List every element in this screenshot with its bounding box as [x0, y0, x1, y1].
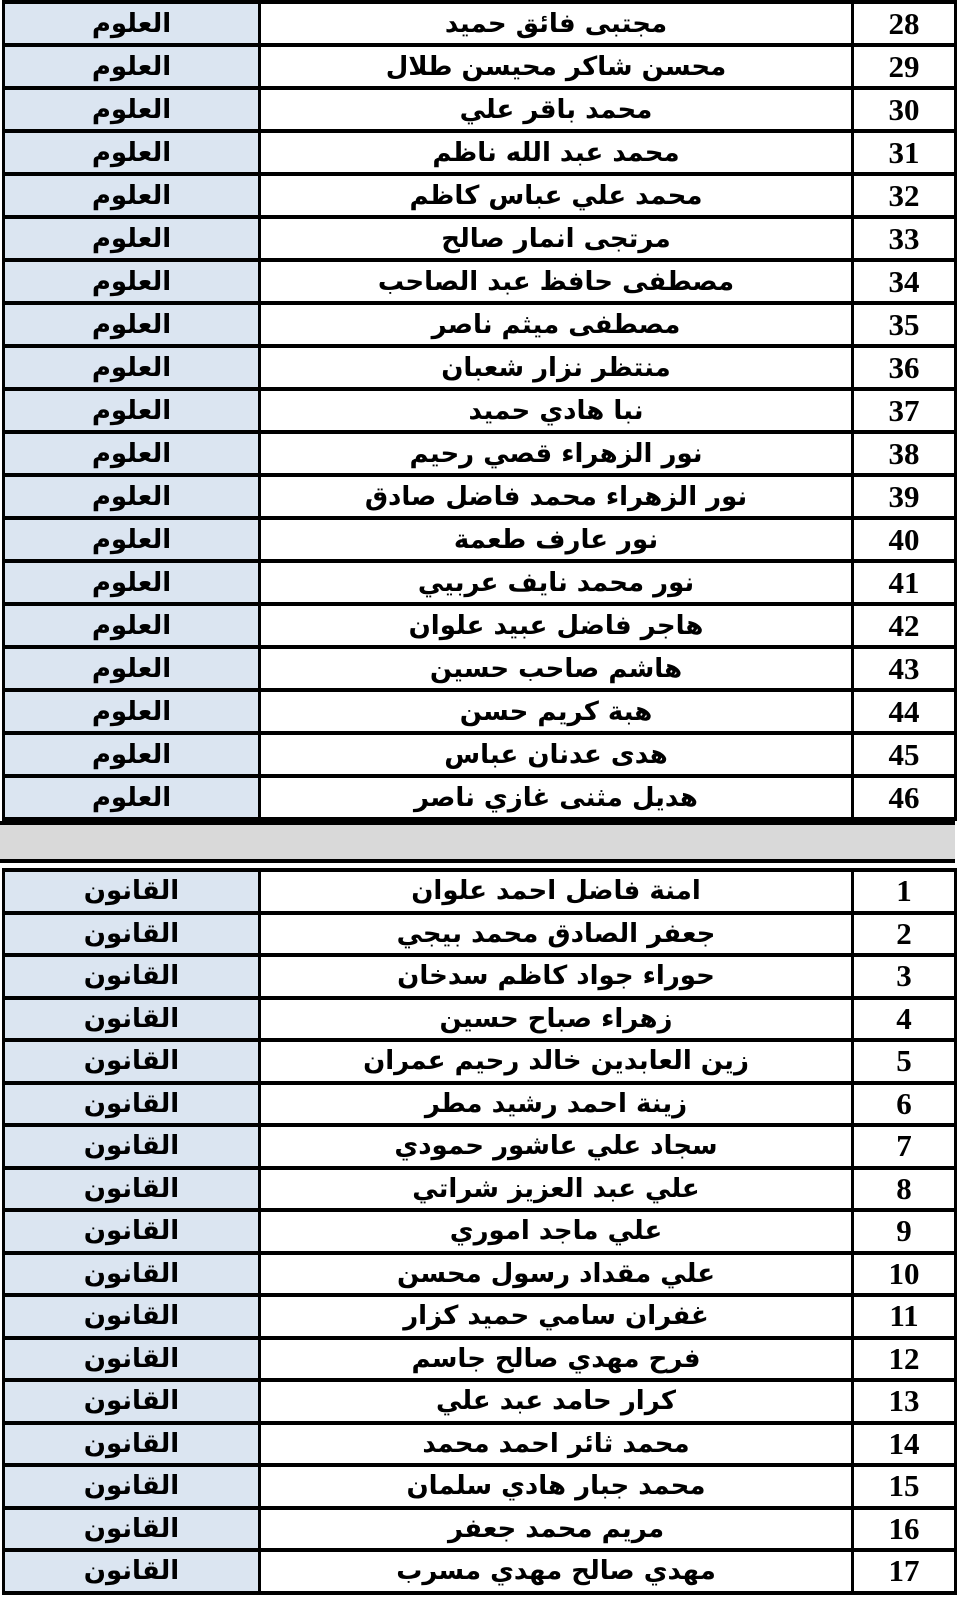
- table-row: [4, 260, 956, 303]
- row-number: 8: [853, 1168, 956, 1211]
- row-number: 30: [853, 88, 956, 131]
- department-cell: القانون: [4, 1423, 260, 1466]
- student-name: محمد ثائر احمد محمد: [260, 1423, 853, 1466]
- department-cell: القانون: [4, 1380, 260, 1423]
- student-name: زينة احمد رشيد مطر: [260, 1083, 853, 1126]
- department-cell: العلوم: [4, 475, 260, 518]
- student-name: فرح مهدي صالح جاسم: [260, 1338, 853, 1381]
- department-cell: العلوم: [4, 88, 260, 131]
- row-number: 33: [853, 217, 956, 260]
- row-number: 3: [853, 955, 956, 998]
- student-name: علي عبد العزيز شراتي: [260, 1168, 853, 1211]
- table-row: [4, 733, 956, 776]
- table-row: [4, 913, 956, 956]
- row-number: 35: [853, 303, 956, 346]
- row-number: 39: [853, 475, 956, 518]
- student-name: محمد علي عباس كاظم: [260, 174, 853, 217]
- department-cell: العلوم: [4, 303, 260, 346]
- department-cell: العلوم: [4, 733, 260, 776]
- department-cell: العلوم: [4, 2, 260, 45]
- student-name: كرار حامد عبد علي: [260, 1380, 853, 1423]
- table-row: [4, 1295, 956, 1338]
- row-number: 14: [853, 1423, 956, 1466]
- student-name: نور الزهراء محمد فاضل صادق: [260, 475, 853, 518]
- section-separator: [0, 821, 955, 863]
- row-number: 10: [853, 1253, 956, 1296]
- department-cell: العلوم: [4, 604, 260, 647]
- department-cell: العلوم: [4, 131, 260, 174]
- student-name: نور محمد نايف عربيي: [260, 561, 853, 604]
- student-name: هدى عدنان عباس: [260, 733, 853, 776]
- student-name: مجتبى فائق حميد: [260, 2, 853, 45]
- table-row: [4, 346, 956, 389]
- row-number: 36: [853, 346, 956, 389]
- student-name: مرتجى انمار صالح: [260, 217, 853, 260]
- row-number: 46: [853, 776, 956, 819]
- department-cell: القانون: [4, 1083, 260, 1126]
- table-row: [4, 131, 956, 174]
- student-name: سجاد علي عاشور حمودي: [260, 1125, 853, 1168]
- row-number: 6: [853, 1083, 956, 1126]
- row-number: 17: [853, 1550, 956, 1593]
- table-row: [4, 998, 956, 1041]
- row-number: 31: [853, 131, 956, 174]
- department-cell: العلوم: [4, 174, 260, 217]
- student-name: هاشم صاحب حسين: [260, 647, 853, 690]
- table-row: [4, 1125, 956, 1168]
- row-number: 44: [853, 690, 956, 733]
- student-name: مهدي صالح مهدي مسرب: [260, 1550, 853, 1593]
- table-row: [4, 518, 956, 561]
- row-number: 38: [853, 432, 956, 475]
- department-cell: القانون: [4, 1465, 260, 1508]
- table-row: [4, 1083, 956, 1126]
- table-row: [4, 1380, 956, 1423]
- department-cell: القانون: [4, 1125, 260, 1168]
- row-number: 41: [853, 561, 956, 604]
- row-number: 32: [853, 174, 956, 217]
- student-name: محمد عبد الله ناظم: [260, 131, 853, 174]
- science-roster-table: [2, 0, 957, 821]
- department-cell: العلوم: [4, 389, 260, 432]
- student-name: مصطفى حافظ عبد الصاحب: [260, 260, 853, 303]
- department-cell: القانون: [4, 1508, 260, 1551]
- row-number: 13: [853, 1380, 956, 1423]
- student-name: امنة فاضل احمد علوان: [260, 870, 853, 913]
- department-cell: القانون: [4, 870, 260, 913]
- table-row: [4, 1210, 956, 1253]
- department-cell: العلوم: [4, 346, 260, 389]
- department-cell: القانون: [4, 1253, 260, 1296]
- table-row: [4, 45, 956, 88]
- table-row: [4, 303, 956, 346]
- department-cell: العلوم: [4, 776, 260, 819]
- table-row: [4, 1508, 956, 1551]
- department-cell: العلوم: [4, 260, 260, 303]
- table-row: [4, 432, 956, 475]
- student-name: علي مقداد رسول محسن: [260, 1253, 853, 1296]
- row-number: 12: [853, 1338, 956, 1381]
- student-name: علي ماجد اموري: [260, 1210, 853, 1253]
- row-number: 2: [853, 913, 956, 956]
- table-row: [4, 561, 956, 604]
- student-name: جعفر الصادق محمد بيجي: [260, 913, 853, 956]
- student-name: نبا هادي حميد: [260, 389, 853, 432]
- table-row: [4, 389, 956, 432]
- table-row: [4, 1550, 956, 1593]
- student-name: مريم محمد جعفر: [260, 1508, 853, 1551]
- department-cell: العلوم: [4, 690, 260, 733]
- row-number: 34: [853, 260, 956, 303]
- table-row: [4, 475, 956, 518]
- department-cell: القانون: [4, 998, 260, 1041]
- table-row: [4, 690, 956, 733]
- row-number: 9: [853, 1210, 956, 1253]
- department-cell: القانون: [4, 913, 260, 956]
- row-number: 5: [853, 1040, 956, 1083]
- row-number: 15: [853, 1465, 956, 1508]
- row-number: 42: [853, 604, 956, 647]
- row-number: 40: [853, 518, 956, 561]
- student-name: هاجر فاضل عبيد علوان: [260, 604, 853, 647]
- department-cell: القانون: [4, 1168, 260, 1211]
- table-row: [4, 2, 956, 45]
- student-name: محمد باقر علي: [260, 88, 853, 131]
- student-name: محسن شاكر محيسن طلال: [260, 45, 853, 88]
- row-number: 4: [853, 998, 956, 1041]
- table-row: [4, 776, 956, 819]
- table-row: [4, 955, 956, 998]
- student-name: هبة كريم حسن: [260, 690, 853, 733]
- table-row: [4, 88, 956, 131]
- row-number: 7: [853, 1125, 956, 1168]
- department-cell: العلوم: [4, 217, 260, 260]
- row-number: 29: [853, 45, 956, 88]
- table-row: [4, 1168, 956, 1211]
- department-cell: العلوم: [4, 647, 260, 690]
- table-row: [4, 604, 956, 647]
- department-cell: القانون: [4, 1040, 260, 1083]
- table-row: [4, 1423, 956, 1466]
- table-row: [4, 647, 956, 690]
- row-number: 43: [853, 647, 956, 690]
- student-name: حوراء جواد كاظم سدخان: [260, 955, 853, 998]
- student-name: نور الزهراء قصي رحيم: [260, 432, 853, 475]
- department-cell: القانون: [4, 1210, 260, 1253]
- table-row: [4, 1253, 956, 1296]
- department-cell: القانون: [4, 1550, 260, 1593]
- student-name: مصطفى ميثم ناصر: [260, 303, 853, 346]
- row-number: 11: [853, 1295, 956, 1338]
- department-cell: القانون: [4, 1295, 260, 1338]
- department-cell: العلوم: [4, 518, 260, 561]
- student-name: محمد جبار هادي سلمان: [260, 1465, 853, 1508]
- row-number: 1: [853, 870, 956, 913]
- table-row: [4, 217, 956, 260]
- student-name: غفران سامي حميد كزار: [260, 1295, 853, 1338]
- student-name: نور عارف طعمة: [260, 518, 853, 561]
- law-roster-table: [2, 868, 957, 1595]
- department-cell: القانون: [4, 1338, 260, 1381]
- row-number: 28: [853, 2, 956, 45]
- table-row: [4, 1465, 956, 1508]
- student-name: زهراء صباح حسين: [260, 998, 853, 1041]
- table-row: [4, 1338, 956, 1381]
- student-name: زين العابدين خالد رحيم عمران: [260, 1040, 853, 1083]
- table-row: [4, 1040, 956, 1083]
- table-row: [4, 870, 956, 913]
- department-cell: العلوم: [4, 45, 260, 88]
- table-row: [4, 174, 956, 217]
- row-number: 16: [853, 1508, 956, 1551]
- department-cell: العلوم: [4, 561, 260, 604]
- row-number: 45: [853, 733, 956, 776]
- student-name: هديل مثنى غازي ناصر: [260, 776, 853, 819]
- row-number: 37: [853, 389, 956, 432]
- student-name: منتظر نزار شعبان: [260, 346, 853, 389]
- department-cell: القانون: [4, 955, 260, 998]
- department-cell: العلوم: [4, 432, 260, 475]
